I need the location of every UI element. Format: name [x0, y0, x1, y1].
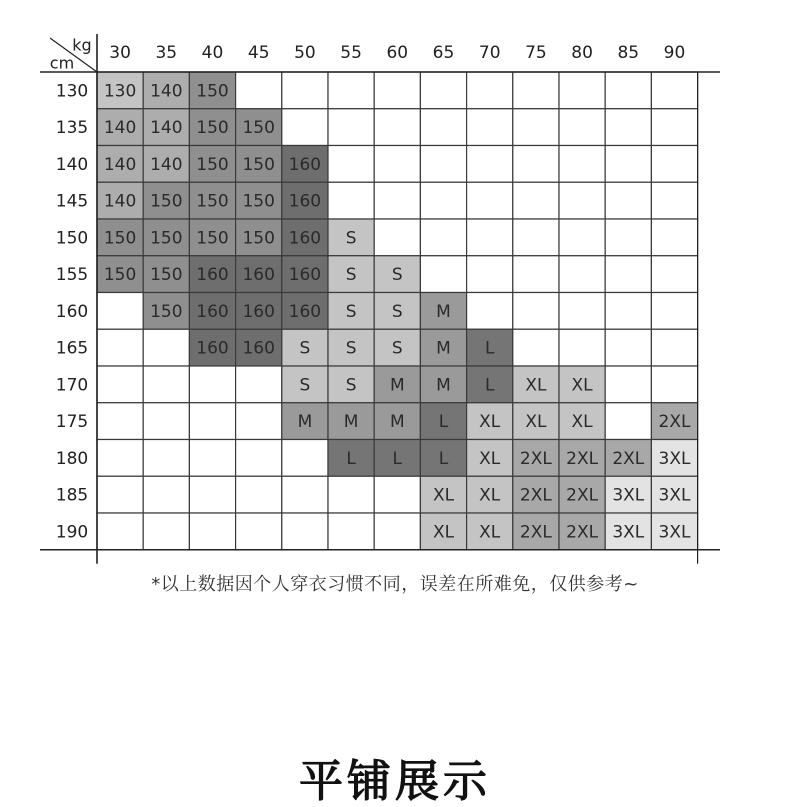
weight-unit-label: kg — [72, 35, 92, 55]
cell-size-label: 150 — [242, 154, 275, 175]
cell-size-label: M — [297, 412, 313, 433]
weight-header-label: 85 — [617, 43, 640, 63]
cell-size-label: S — [345, 338, 357, 359]
grid-cell — [189, 476, 235, 513]
weight-header-label: 70 — [478, 43, 501, 63]
grid-cell — [328, 476, 374, 513]
cell-size-label: 3XL — [612, 485, 645, 506]
cell-size-label: 3XL — [612, 522, 645, 543]
cell-size-label: 150 — [103, 228, 137, 249]
grid-cell — [282, 513, 328, 550]
grid-cell — [236, 366, 282, 403]
cell-size-label: 3XL — [658, 485, 691, 506]
grid-cell — [559, 109, 605, 146]
grid-cell — [651, 366, 697, 403]
grid-cell — [513, 329, 559, 366]
cell-size-label: 160 — [288, 228, 322, 249]
cell-size-label: 140 — [150, 118, 183, 139]
cell-size-label: L — [346, 448, 356, 469]
cell-size-label: 2XL — [612, 448, 645, 469]
grid-cell — [651, 256, 697, 293]
cell-size-label: L — [392, 448, 403, 469]
grid-cell — [651, 182, 697, 219]
weight-header-label: 40 — [201, 43, 224, 63]
grid-cell — [605, 256, 651, 293]
grid-cell — [559, 146, 605, 183]
grid-cell — [97, 476, 143, 513]
grid-cell — [374, 146, 420, 183]
weight-header-label: 55 — [340, 43, 362, 63]
grid-cell — [143, 440, 189, 477]
grid-cell — [374, 219, 420, 256]
grid-cell — [651, 293, 697, 330]
grid-cell — [513, 182, 559, 219]
cell-size-label: 150 — [150, 301, 183, 322]
cell-size-label: 160 — [288, 191, 322, 212]
height-row-label: 155 — [55, 265, 89, 286]
grid-cell — [605, 72, 651, 109]
cell-size-label: XL — [479, 412, 501, 433]
grid-cell — [97, 293, 143, 330]
cell-size-label: 2XL — [566, 448, 599, 469]
grid-cell — [559, 219, 605, 256]
height-row-label: 135 — [55, 118, 89, 139]
cell-size-label: 150 — [150, 265, 183, 286]
grid-cell — [605, 182, 651, 219]
cell-size-label: 130 — [103, 81, 137, 102]
cell-size-label: 150 — [196, 81, 229, 102]
cell-size-label: S — [345, 265, 357, 286]
cell-size-label: XL — [525, 412, 547, 433]
grid-cell — [97, 329, 143, 366]
grid-cell — [143, 476, 189, 513]
grid-cell — [605, 109, 651, 146]
cell-size-label: XL — [479, 522, 501, 543]
height-row-label: 150 — [55, 228, 89, 249]
grid-cell — [420, 219, 466, 256]
grid-cell — [420, 182, 466, 219]
cell-size-label: 160 — [288, 154, 322, 175]
grid-cell — [374, 109, 420, 146]
grid-cell — [97, 440, 143, 477]
grid-cell — [282, 440, 328, 477]
grid-cell — [97, 403, 143, 440]
grid-cell — [467, 256, 513, 293]
weight-header-label: 80 — [571, 43, 593, 63]
grid-cell — [605, 366, 651, 403]
cell-size-label: XL — [571, 375, 593, 396]
grid-cell — [513, 146, 559, 183]
height-row-label: 180 — [55, 448, 89, 469]
height-unit-label: cm — [49, 53, 75, 73]
cell-size-label: 150 — [242, 118, 275, 139]
grid-cell — [513, 219, 559, 256]
grid-cell — [236, 476, 282, 513]
grid-cell — [328, 72, 374, 109]
cell-size-label: 150 — [242, 228, 275, 249]
cell-size-label: 160 — [288, 301, 322, 322]
height-row-label: 190 — [55, 522, 89, 543]
weight-header-label: 45 — [247, 43, 270, 63]
grid-cell — [143, 329, 189, 366]
grid-cell — [374, 72, 420, 109]
grid-cell — [467, 182, 513, 219]
height-row-label: 140 — [55, 154, 89, 175]
grid-cell — [651, 329, 697, 366]
grid-cell — [651, 219, 697, 256]
cell-size-label: 140 — [103, 191, 137, 212]
cell-size-label: 2XL — [519, 485, 552, 506]
grid-cell — [236, 440, 282, 477]
weight-header-label: 60 — [386, 43, 409, 63]
grid-cell — [97, 366, 143, 403]
grid-cell — [374, 513, 420, 550]
cell-size-label: M — [436, 375, 451, 396]
grid-cell — [467, 219, 513, 256]
grid-cell — [328, 109, 374, 146]
cell-size-label: 160 — [242, 301, 275, 322]
cell-size-label: S — [391, 338, 403, 359]
cell-size-label: S — [299, 375, 311, 396]
grid-cell — [651, 109, 697, 146]
cell-size-label: 140 — [103, 118, 137, 139]
cell-size-label: 150 — [196, 191, 229, 212]
grid-cell — [420, 72, 466, 109]
grid-cell — [282, 72, 328, 109]
grid-cell — [189, 403, 235, 440]
grid-cell — [467, 109, 513, 146]
grid-cell — [605, 146, 651, 183]
grid-cell — [559, 256, 605, 293]
cell-size-label: 140 — [150, 81, 183, 102]
cell-size-label: 2XL — [566, 522, 599, 543]
cell-size-label: XL — [432, 485, 455, 506]
grid-cell — [651, 146, 697, 183]
cell-size-label: S — [345, 301, 357, 322]
grid-cell — [467, 72, 513, 109]
cell-size-label: L — [484, 338, 495, 359]
grid-cell — [559, 329, 605, 366]
height-row-label: 160 — [55, 301, 89, 322]
weight-header-label: 90 — [663, 43, 686, 63]
grid-cell — [467, 146, 513, 183]
cell-size-label: 140 — [103, 154, 137, 175]
grid-cell — [513, 293, 559, 330]
cell-size-label: 150 — [196, 154, 229, 175]
weight-header-label: 30 — [109, 43, 131, 63]
cell-size-label: M — [343, 412, 359, 433]
grid-cell — [328, 146, 374, 183]
cell-size-label: L — [438, 448, 449, 469]
grid-cell — [605, 219, 651, 256]
cell-size-label: 160 — [242, 265, 275, 286]
grid-cell — [420, 146, 466, 183]
cell-size-label: S — [391, 265, 403, 286]
cell-size-label: 160 — [242, 338, 275, 359]
grid-cell — [282, 476, 328, 513]
grid-cell — [143, 513, 189, 550]
grid-cell — [374, 182, 420, 219]
cell-size-label: S — [299, 338, 311, 359]
grid-cell — [605, 329, 651, 366]
cell-size-label: 3XL — [658, 448, 691, 469]
cell-size-label: 160 — [288, 265, 322, 286]
cell-size-label: XL — [432, 522, 455, 543]
weight-header-label: 35 — [155, 43, 178, 63]
cell-size-label: L — [484, 375, 495, 396]
weight-header-label: 50 — [294, 43, 316, 63]
grid-cell — [559, 293, 605, 330]
height-row-label: 170 — [55, 375, 89, 396]
cell-size-label: XL — [479, 485, 501, 506]
grid-cell — [328, 513, 374, 550]
cell-size-label: 150 — [242, 191, 275, 212]
cell-size-label: M — [436, 338, 451, 359]
section-title: 平铺展示 — [299, 756, 491, 807]
disclaimer-note: *以上数据因个人穿衣习惯不同，误差在所难免，仅供参考~ — [151, 574, 639, 595]
grid-cell — [328, 182, 374, 219]
height-row-label: 145 — [55, 191, 89, 212]
cell-size-label: M — [389, 412, 405, 433]
grid-cell — [189, 513, 235, 550]
grid-cell — [189, 440, 235, 477]
grid-cell — [143, 403, 189, 440]
cell-size-label: 160 — [196, 265, 229, 286]
cell-size-label: 150 — [196, 118, 229, 139]
height-row-label: 175 — [55, 412, 89, 433]
cell-size-label: 2XL — [566, 485, 599, 506]
cell-size-label: M — [436, 301, 451, 322]
height-row-label: 130 — [55, 81, 89, 102]
grid-cell — [467, 293, 513, 330]
cell-size-label: L — [438, 412, 449, 433]
cell-size-label: S — [345, 228, 357, 249]
grid-cell — [513, 72, 559, 109]
grid-cell — [513, 256, 559, 293]
height-row-label: 165 — [55, 338, 89, 359]
grid-cell — [420, 256, 466, 293]
cell-size-label: XL — [479, 448, 501, 469]
grid-cell — [513, 109, 559, 146]
cell-size-label: XL — [571, 412, 593, 433]
grid-cell — [236, 513, 282, 550]
grid-cell — [282, 109, 328, 146]
grid-cell — [236, 72, 282, 109]
cell-size-label: XL — [525, 375, 547, 396]
height-row-label: 185 — [55, 485, 89, 506]
grid-cell — [97, 513, 143, 550]
cell-size-label: 150 — [103, 265, 137, 286]
grid-cell — [559, 182, 605, 219]
cell-size-label: 3XL — [658, 522, 691, 543]
grid-cell — [420, 109, 466, 146]
grid-cell — [605, 403, 651, 440]
cell-size-label: S — [345, 375, 357, 396]
cell-size-label: 140 — [150, 154, 183, 175]
cell-size-label: 150 — [150, 191, 183, 212]
cell-size-label: 150 — [150, 228, 183, 249]
grid-cell — [559, 72, 605, 109]
grid-cell — [236, 403, 282, 440]
grid-cell — [143, 366, 189, 403]
grid-cell — [605, 293, 651, 330]
grid-cell — [189, 366, 235, 403]
cell-size-label: 2XL — [658, 412, 691, 433]
weight-header-label: 65 — [432, 43, 455, 63]
cell-size-label: S — [391, 301, 403, 322]
weight-header-label: 75 — [525, 43, 547, 63]
cell-size-label: M — [389, 375, 405, 396]
cell-size-label: 2XL — [519, 522, 552, 543]
cell-size-label: 160 — [196, 301, 229, 322]
cell-size-label: 150 — [196, 228, 229, 249]
grid-cell — [374, 476, 420, 513]
cell-size-label: 160 — [196, 338, 229, 359]
grid-cell — [651, 72, 697, 109]
cell-size-label: 2XL — [519, 448, 552, 469]
